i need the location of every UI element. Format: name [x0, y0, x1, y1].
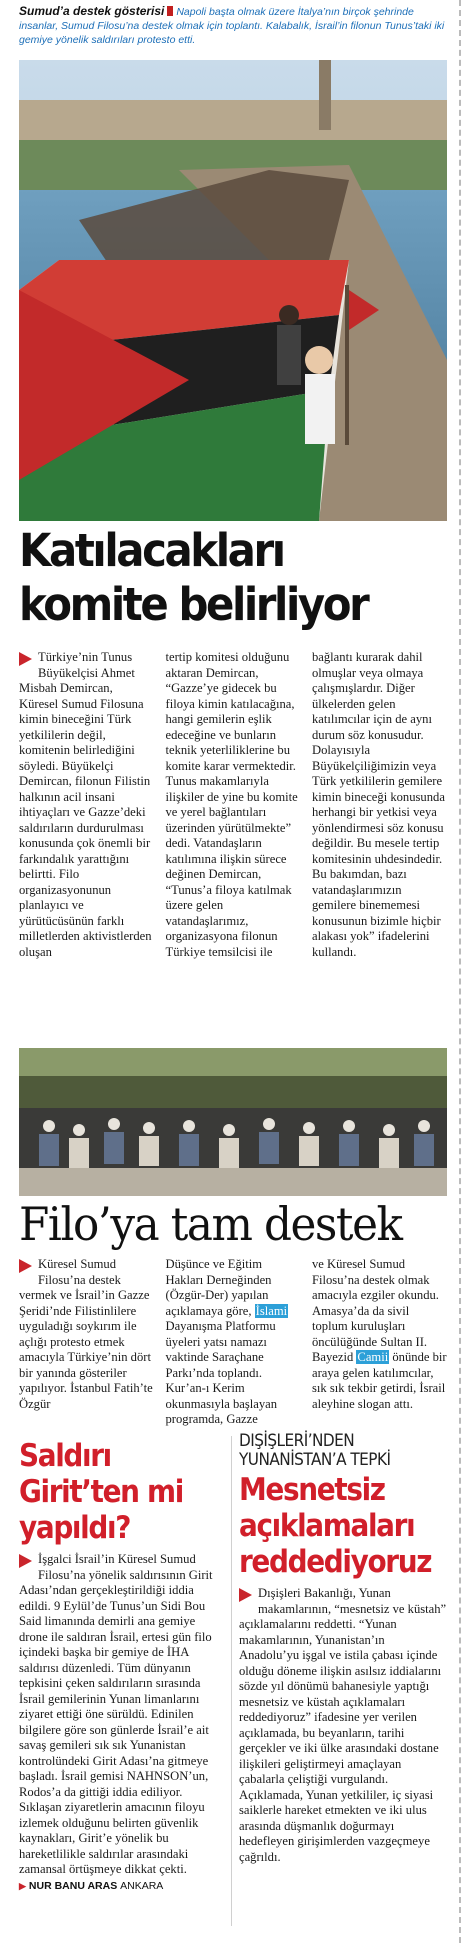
story4-kicker-line2: YUNANİSTAN’A TEPKİ	[239, 1450, 391, 1470]
story1-headline-line2: komite belirliyor	[19, 578, 368, 631]
story3	[19, 1432, 225, 1892]
story1-column-3	[312, 650, 447, 960]
story-start-triangle-icon	[19, 652, 32, 666]
highlighted-word: İslami	[255, 1303, 288, 1318]
column-divider	[231, 1436, 232, 1926]
story2-column-1	[19, 1257, 154, 1428]
story4-headline	[239, 1472, 432, 1580]
byline-location: ANKARA	[120, 1879, 164, 1892]
story4	[239, 1432, 447, 1865]
story1-body	[19, 650, 447, 960]
caption-text: Napoli başta olmak üzere İtalya’nın birçok şehrinde insanlar, Sumud Filosu’na destek olmak için toplantı. Kalabalık, İsrail’in filonun Tunus’taki iki gemiye yönelik saldırıları protesto etti.	[19, 6, 445, 46]
story2-col3-part-b: önünde bir araya gelen katılımcılar, sık sık tekbir getirdi, İsrail aleyhine slogan attı.	[312, 1350, 447, 1411]
story3-body	[19, 1552, 225, 1878]
caption-marker	[167, 6, 173, 16]
photo-crowd-gathering	[19, 1048, 447, 1196]
story1-col2-text: tertip komitesi olduğunu aktaran Demircan, “Gazze’ye gidecek bu filoya kimin katılacağına, hangi gemilerin eşlik edeceğine ve bunların teknik yeterliliklerine bu komite karar vermektedir. Tunus makamlarıyla ilişkiler de yine bu komite ve yerel bağlantıları üzerinden yürütülmekte” dedi. Vatandaşların katılımına ilişkin sürece değinen Demircan, “Tunus’a filoya katılmak üzere gelen vatandaşlarımız, organizasyona filonun Türkiye temsilcisi ile	[165, 650, 298, 959]
byline-arrow-icon: ▶	[19, 1880, 26, 1891]
story-start-triangle-icon	[19, 1259, 32, 1273]
story2-column-3	[312, 1257, 447, 1428]
story-start-triangle-icon	[239, 1588, 252, 1602]
story3-headline-line1: Saldırı	[19, 1438, 111, 1474]
caption-title: Sumud’a destek gösterisi	[19, 4, 165, 18]
story4-headline-line1: Mesnetsiz	[239, 1472, 385, 1508]
story2-headline: Filo’ya tam destek	[19, 1197, 402, 1251]
story3-headline	[19, 1438, 204, 1546]
story2-body	[19, 1257, 447, 1428]
bottom-section	[19, 1432, 447, 1932]
story3-byline	[19, 1880, 225, 1892]
story2-col1-text: Küresel Sumud Filosu’na destek vermek ve İsrail’in Gazze Şeridi’nde Filistinlilere uyguladığı soykırım ile açlığı protesto etmek amacıyla Türkiye’nin dört bir yanında gösteriler yapılıyor. İstanbul Fatih’te Özgür	[19, 1257, 153, 1411]
story1-headline	[19, 524, 417, 632]
photo-caption	[19, 4, 447, 47]
story2-col3-text	[312, 1257, 447, 1412]
story2-col2-text	[166, 1257, 301, 1428]
story1-col1-text: Türkiye’nin Tunus Büyükelçisi Ahmet Misbah Demircan, Küresel Sumud Filosuna kimin bineceğini Türk yetkililerin değil, komitenin belirlediğini söyledi. Büyükelçi Demircan, filonun Filistin halkının acil insani ihtiyaçları ve Gazze’deki saldırıların durdurulması konusunda çok önemli bir farkındalık yarattığını belirtti. Filo organizasyonunun planlayıcı ve yürütücüsünün farklı milletlerden aktivistlerden oluşan	[19, 650, 152, 959]
story4-kicker-line1: DIŞİŞLERİ’NDEN	[239, 1431, 355, 1451]
story2-column-2	[166, 1257, 301, 1428]
story3-text: İşgalci İsrail’in Küresel Sumud Filosu’na yönelik saldırısının Girit Adası’ndan gerçekleştirildiği iddia edildi. 9 Eylül’de Tunus’un Sidi Bou Said limanında demirli ana gemiye drone ile saldıran İsrail, ertesi gün filo içindeki başka bir gemiye de İHA saldırısı düzenledi. Tüm dünyanın tepkisini çeken saldırıların sırasında İsrail gemilerinin Yunan limanlarını ziyaret ettiği öne sürüldü. Edinilen bilgilere göre son günlerde İsrail’e ait savaş gemileri sık sık Yunanistan kontrolündeki Girit Adası’na gitmeye başladı. İsrail gemisi NAHNSON’un, Rodos’a da gittiği iddia ediliyor. Sıklaşan ziyaretlerin amacının filoyu izlemek olduğunu belirten güvenlik kaynakları, Girit’e yönelik bu hareketlilikle saldırılar arasındaki zamansal örtüşmeye dikkat çekti.	[19, 1552, 213, 1876]
byline-name: NUR BANU ARAS	[28, 1879, 118, 1892]
highlighted-word: Camii	[357, 1350, 389, 1364]
story3-headline-line2: Girit’ten mi	[19, 1474, 183, 1510]
story1-column-1	[19, 650, 154, 960]
story4-kicker	[239, 1432, 426, 1470]
story1-headline-line1: Katılacakları	[19, 524, 284, 577]
story4-body	[239, 1586, 447, 1865]
story1-col3-text: bağlantı kurarak dahil olmuşlar veya olmaya çalışmışlardır. Diğer ülkelerden gelen katılımcılar için de aynı durum söz konusudur. Dolayısıyla Büyükelçiliğimizin veya Türk yetkililerin gemilere kimin bineceği konusunda herhangi bir yetkisi veya yönlendirmesi söz konusu değildir. Bu mesele tertip komitesinin uhdesindedir. Bu bakımdan, bazı vatandaşlarımızın gemilere binememesi konusunun bizimle hiçbir alakası yok” ifadelerini kullandı.	[312, 650, 445, 959]
story-start-triangle-icon	[19, 1554, 32, 1568]
story2-col2-part-a: Düşünce ve Eğitim Hakları Derneğinden (Özgür-Der) yapılan açıklamaya göre,	[165, 1257, 272, 1318]
story2-col2-part-b: Dayanışma Platformu üyeleri yatsı namazı vaktinde Saraçhane Parkı’nda toplandı. Kur’an-ı Kerim okunmasıyla başlayan programda, Gazze	[165, 1319, 278, 1426]
story3-headline-line3: yapıldı?	[19, 1510, 131, 1546]
story4-headline-line3: reddediyoruz	[239, 1544, 432, 1580]
story2-col3-part-a: ve Küresel Sumud Filosu’na destek olmak amacıyla ezgiler okundu. Amasya’da da sivil toplum kuruluşları öncülüğünde Sultan II. Bayezid	[312, 1257, 439, 1364]
story1-column-2	[166, 650, 301, 960]
photo-flag-march	[19, 60, 447, 521]
story4-text: Dışişleri Bakanlığı, Yunan makamlarının, “mesnetsiz ve küstah” açıklamalarını reddetti. “Yunan makamlarının, Yunanistan’ın Anadolu’yu işgal ve istila çabası içinde olduğu döneme ilişkin asılsız iddialarını sözde yıl dönümü bahanesiyle yaptığı mesnetsiz ve küstah açıklamaları reddediyoruz” ifadesine yer verilen açıklamada, bu beyanların, tarihi gerçekler ve iki ülke arasındaki dostane ilişkileri geliştirmeyi amaçlayan çabalarla çeliştiği vurgulandı. Açıklamada, Yunan yetkililer, iç siyasi saiklerle hareket etmekten ve iki ulus arasında düşmanlık doğurmayı hedefleyen girişimlerden vazgeçmeye çağrıldı.	[239, 1586, 447, 1864]
story4-headline-line2: açıklamaları	[239, 1508, 415, 1544]
